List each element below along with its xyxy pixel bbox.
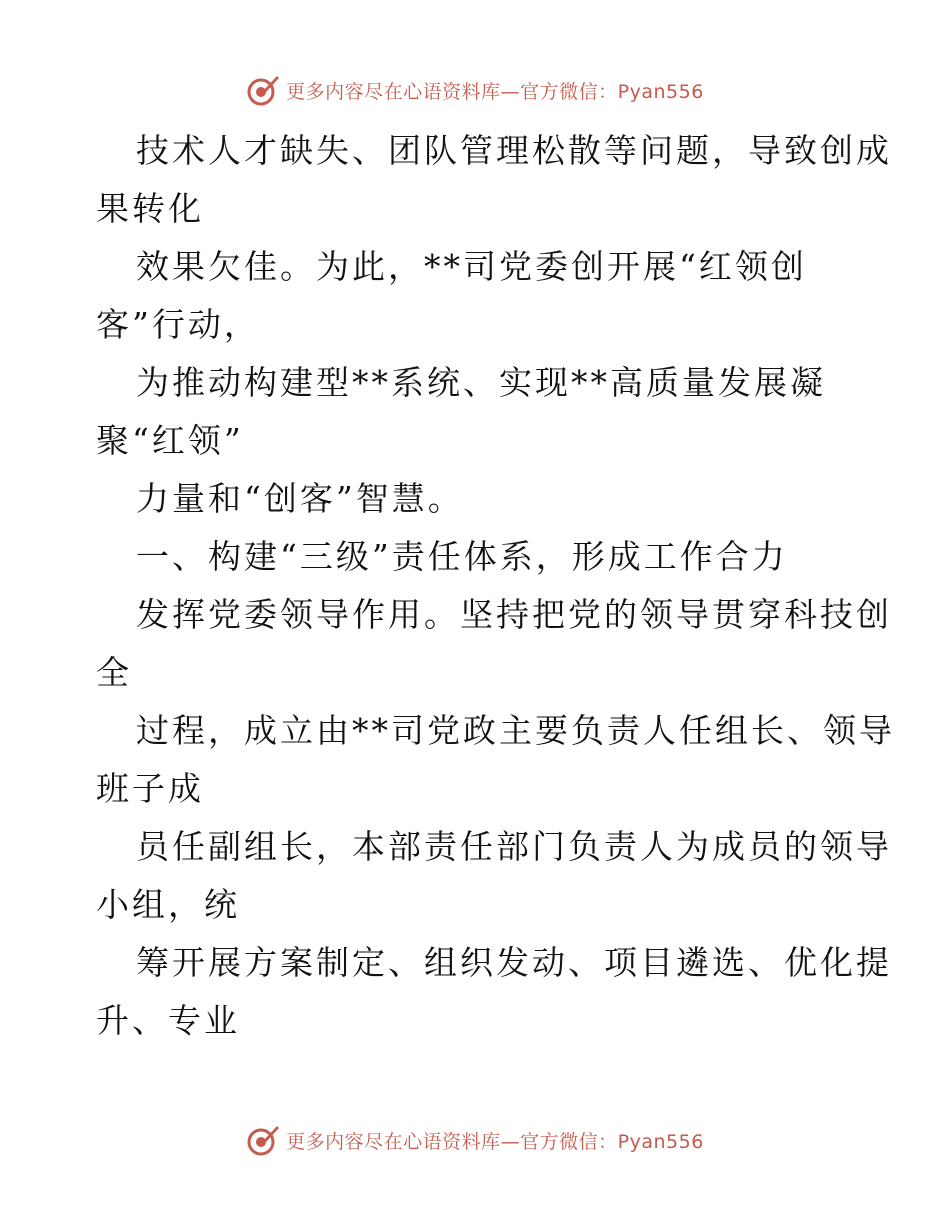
body-text-line: 一、构建“三级”责任体系，形成工作合力 <box>136 537 788 576</box>
footer-banner-text: 更多内容尽在心语资料库—官方微信：Pyan556 <box>286 1130 704 1153</box>
header-banner-inner <box>246 73 704 107</box>
body-text-line: 技术人才缺失、团队管理松散等问题，导致创成 <box>136 131 892 170</box>
quill-pen-logo-icon <box>246 73 280 107</box>
body-text-line: 筹开展方案制定、组织发动、项目遴选、优化提 <box>136 943 892 982</box>
body-text-line: 班子成 <box>96 769 204 808</box>
footer-banner-inner <box>246 1123 704 1157</box>
body-text-line: 果转化 <box>96 189 204 228</box>
body-text-line: 全 <box>96 653 132 692</box>
document-body <box>96 122 895 1050</box>
body-text-line: 聚“红领” <box>96 421 244 460</box>
body-text-line: 力量和“创客”智慧。 <box>136 479 464 518</box>
header-banner-text: 更多内容尽在心语资料库—官方微信：Pyan556 <box>286 80 704 103</box>
header-banner <box>0 70 950 110</box>
footer-banner <box>0 1120 950 1160</box>
body-text-line: 升、专业 <box>96 1001 240 1040</box>
body-text-line: 发挥党委领导作用。坚持把党的领导贯穿科技创 <box>136 595 892 634</box>
body-text-line: 客”行动， <box>96 305 260 344</box>
body-text-line: 员任副组长，本部责任部门负责人为成员的领导 <box>136 827 892 866</box>
quill-pen-logo-icon <box>246 1123 280 1157</box>
body-text-line: 过程，成立由**司党政主要负责人任组长、领导 <box>136 711 895 750</box>
body-text-line: 为推动构建型**系统、实现**高质量发展凝 <box>136 363 826 402</box>
body-text-line: 效果欠佳。为此，**司党委创开展“红领创 <box>136 247 807 286</box>
body-text-line: 小组，统 <box>96 885 240 924</box>
